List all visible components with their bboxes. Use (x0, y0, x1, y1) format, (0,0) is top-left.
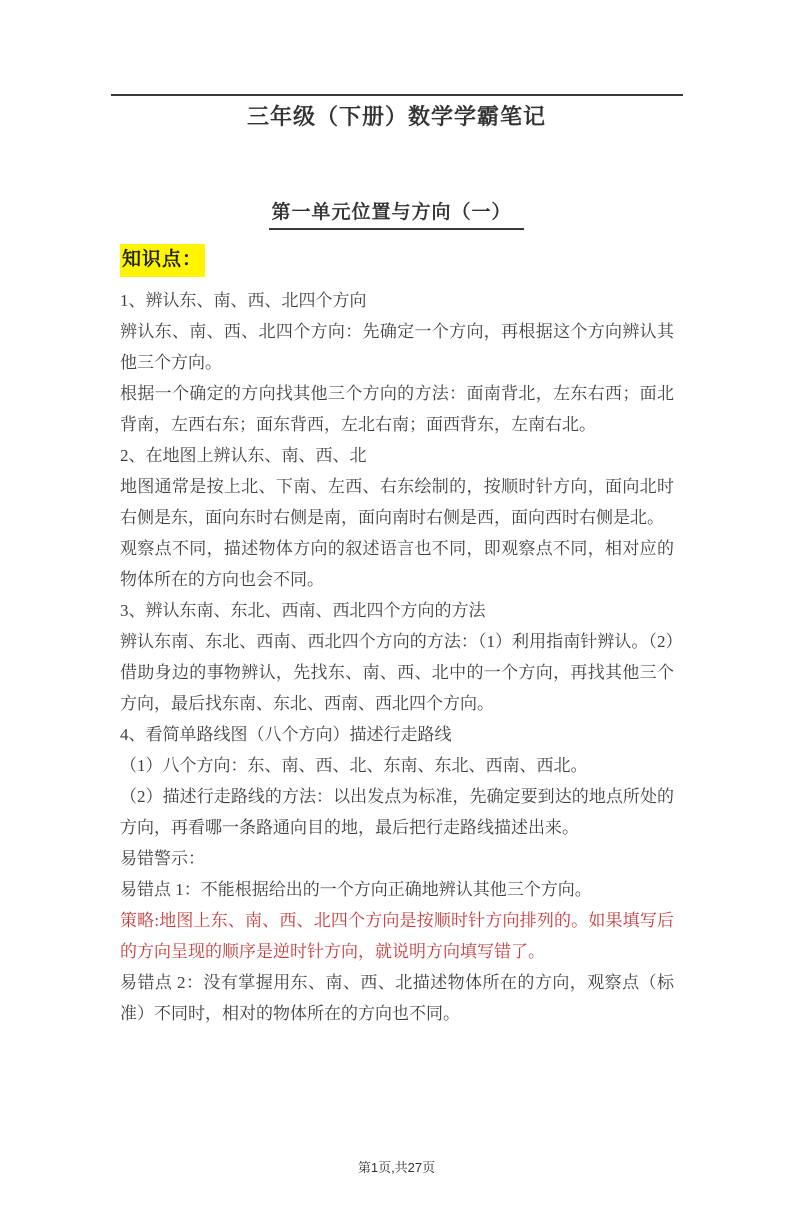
paragraph-11: （2）描述行走路线的方法：以出发点为标准，先确定要到达的地点所处的方向，再看哪一条路通向目的地，最后把行走路线描述出来。 (120, 787, 674, 837)
strategy-warning-paragraph: 策略:地图上东、南、西、北四个方向是按顺时针方向排列的。如果填写后的方向呈现的顺序是逆时针方向，就说明方向填写错了。 (120, 911, 674, 961)
section-heading (0, 200, 793, 230)
section-heading-text: 第一单元位置与方向（一） (269, 200, 523, 230)
page-number: 第1页,共27页 (357, 1160, 436, 1175)
page-title: 三年级（下册）数学学霸笔记 (246, 104, 546, 129)
header-rule (111, 94, 683, 96)
paragraph-2: 辨认东、南、西、北四个方向：先确定一个方向，再根据这个方向辨认其他三个方向。 (120, 322, 674, 372)
paragraph-7: 3、辨认东南、东北、西南、西北四个方向的方法 (120, 601, 486, 620)
paragraph-13: 易错点 1：不能根据给出的一个方向正确地辨认其他三个方向。 (120, 880, 592, 899)
paragraph-3: 根据一个确定的方向找其他三个方向的方法：面南背北，左东右西；面北背南，左西右东；面东背西，左北右南；面西背东，左南右北。 (120, 384, 674, 434)
paragraph-12: 易错警示： (120, 849, 205, 868)
paragraph-10: （1）八个方向：东、南、西、北、东南、东北、西南、西北。 (120, 756, 588, 775)
paragraph-4: 2、在地图上辨认东、南、西、北 (120, 446, 367, 465)
document-body (120, 285, 674, 1029)
knowledge-points-row (120, 244, 674, 277)
paragraph-5: 地图通常是按上北、下南、左西、右东绘制的，按顺时针方向，面向北时右侧是东，面向东时右侧是南，面向南时右侧是西，面向西时右侧是北。 (120, 477, 674, 527)
paragraph-8: 辨认东南、东北、西南、西北四个方向的方法：（1）利用指南针辨认。（2）借助身边的事物辨认，先找东、南、西、北中的一个方向，再找其他三个方向，最后找东南、东北、西南、西北四个方向。 (120, 632, 674, 713)
paragraph-6: 观察点不同，描述物体方向的叙述语言也不同，即观察点不同，相对应的物体所在的方向也会不同。 (120, 539, 674, 589)
knowledge-points-label: 知识点： (120, 244, 205, 277)
document-page (0, 94, 793, 1216)
paragraph-15: 易错点 2：没有掌握用东、南、西、北描述物体所在的方向，观察点（标准）不同时，相对的物体所在的方向也不同。 (120, 973, 674, 1023)
paragraph-9: 4、看简单路线图（八个方向）描述行走路线 (120, 725, 452, 744)
paragraph-1: 1、辨认东、南、西、北四个方向 (120, 291, 367, 310)
